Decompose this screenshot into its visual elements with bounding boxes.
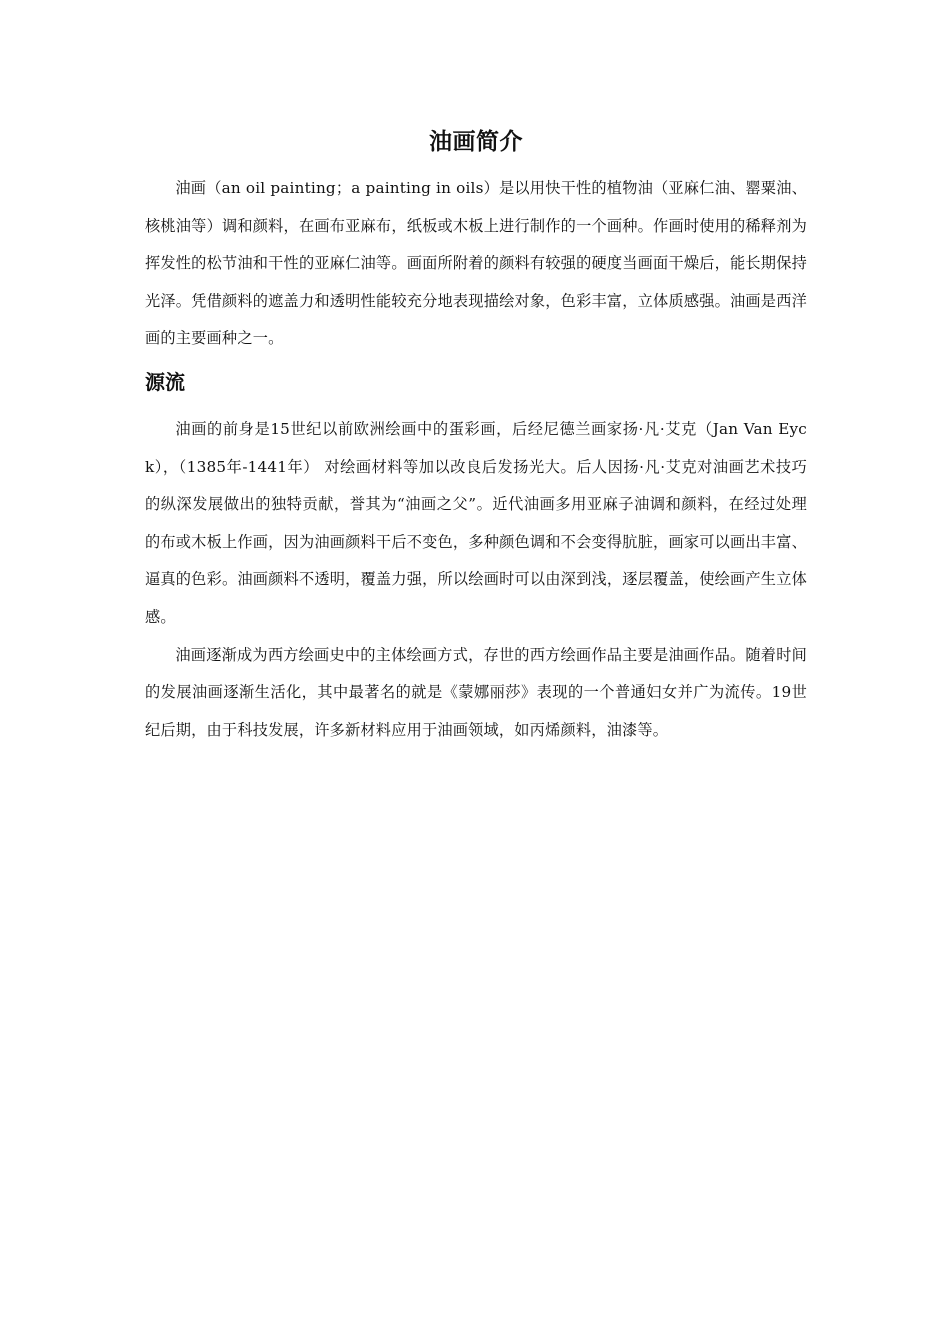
document-body bbox=[145, 122, 807, 749]
intro-paragraph: 油画（an oil painting；a painting in oils）是以用快干性的植物油（亚麻仁油、罂粟油、核桃油等）调和颜料，在画布亚麻布，纸板或木板上进行制作的一个画种。作画时使用的稀释剂为挥发性的松节油和干性的亚麻仁油等。画面所附着的颜料有较强的硬度当画面干燥后，能长期保持光泽。凭借颜料的遮盖力和透明性能较充分地表现描绘对象，色彩丰富，立体质感强。油画是西洋画的主要画种之一。 bbox=[145, 179, 807, 348]
origin-paragraph-2: 油画逐渐成为西方绘画史中的主体绘画方式，存世的西方绘画作品主要是油画作品。随着时间的发展油画逐渐生活化，其中最著名的就是《蒙娜丽莎》表现的一个普通妇女并广为流传。19世纪后期，由于科技发展，许多新材料应用于油画领域，如丙烯颜料，油漆等。 bbox=[145, 645, 807, 739]
section-heading-origin: 源流 bbox=[145, 369, 185, 394]
origin-paragraph-1: 油画的前身是15世纪以前欧洲绘画中的蛋彩画，后经尼德兰画家扬·凡·艾克（Jan Van Eyck），（1385年-1441年） 对绘画材料等加以改良后发扬光大。后人因扬·凡·艾克对油画艺术技巧的纵深发展做出的独特贡献，誉其为“油画之父”。近代油画多用亚麻子油调和颜料，在经过处理的布或木板上作画，因为油画颜料干后不变色，多种颜色调和不会变得肮脏，画家可以画出丰富、逼真的色彩。油画颜料不透明，覆盖力强，所以绘画时可以由深到浅，逐层覆盖，使绘画产生立体感。 bbox=[145, 419, 807, 626]
document-title: 油画简介 bbox=[429, 129, 523, 155]
